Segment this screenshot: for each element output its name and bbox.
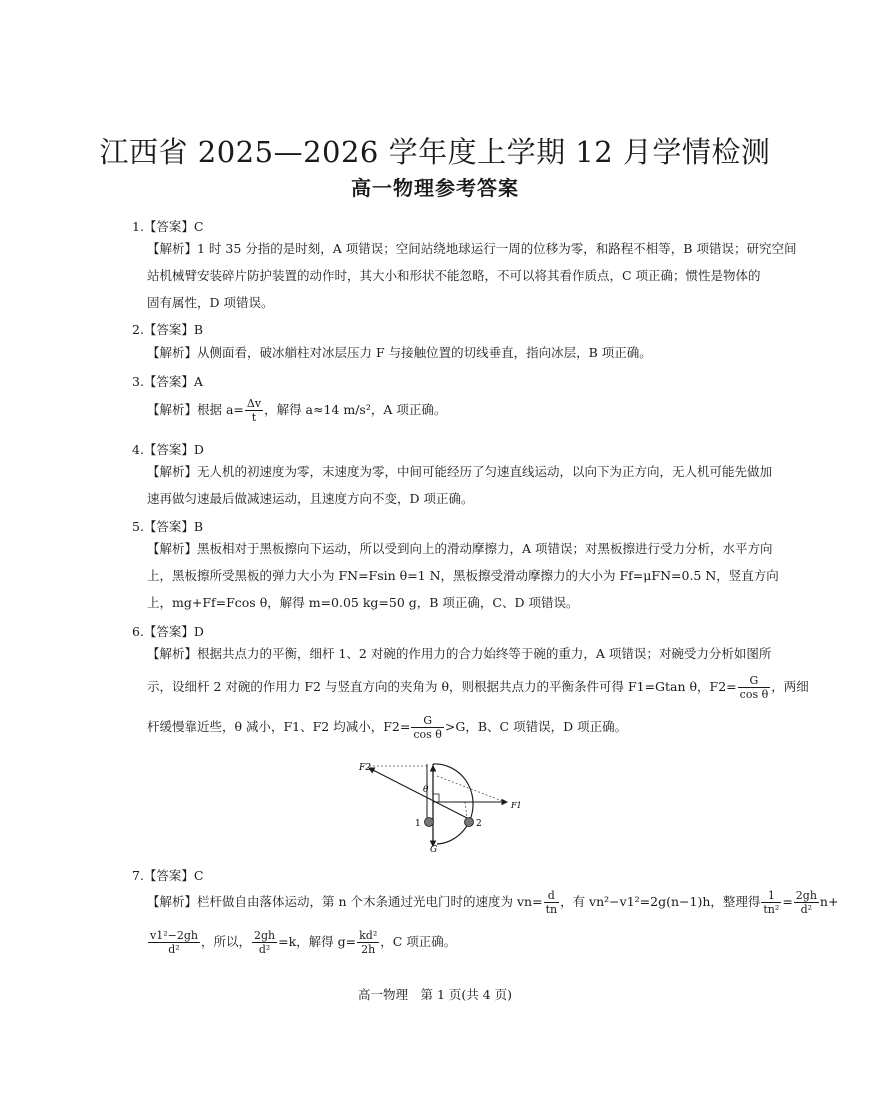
label-g: G bbox=[430, 845, 438, 854]
q7-line-1-eq: = bbox=[782, 894, 793, 909]
q7-frac1-num: d bbox=[544, 889, 560, 903]
q6-frac1-num: G bbox=[738, 674, 771, 688]
q6-fraction-1 bbox=[738, 674, 771, 701]
q6-line-2-pre: 示，设细杆 2 对碗的作用力 F2 与竖直方向的夹角为 θ，则根据共点力的平衡条件可得 F1=Gtan θ，F2= bbox=[147, 679, 737, 694]
q3-fraction bbox=[245, 397, 263, 424]
page-title: 江西省 2025—2026 学年度上学期 12 月学情检测 bbox=[99, 135, 771, 169]
q3-frac-den: t bbox=[251, 411, 257, 424]
dotted-line-diagonal bbox=[437, 776, 505, 802]
q1-answer: 1.【答案】C bbox=[132, 219, 204, 234]
q1-line-3: 固有属性，D 项错误。 bbox=[147, 295, 274, 310]
label-f1: F1 bbox=[511, 801, 522, 810]
force-f2-arrow bbox=[369, 768, 467, 818]
q7-answer: 7.【答案】C bbox=[132, 868, 204, 883]
q7-frac1-den: tn bbox=[545, 903, 558, 916]
q7-frac2-num: 1 bbox=[761, 889, 781, 903]
q4-line-1: 【解析】无人机的初速度为零，末速度为零，中间可能经历了匀速直线运动，以向下为正方向，无人机可能先做加 bbox=[147, 464, 773, 479]
q6-frac1-den: cos θ bbox=[739, 688, 769, 701]
q5-line-2: 上，黑板擦所受黑板的弹力大小为 FN=Fsin θ=1 N，黑板擦受滑动摩擦力的大小为 Ff=μFN=0.5 N，竖直方向 bbox=[147, 568, 779, 583]
q4-explanation bbox=[147, 458, 773, 512]
q2-answer: 2.【答案】B bbox=[132, 322, 204, 337]
q7-frac5-num: 2gh bbox=[253, 929, 276, 942]
q7-frac6-num: kd² bbox=[359, 929, 378, 942]
q6-frac2-num: G bbox=[411, 714, 444, 728]
q7-fraction-6 bbox=[357, 929, 379, 956]
q5-line-1: 【解析】黑板相对于黑板擦向下运动，所以受到向上的滑动摩擦力，A 项错误；对黑板擦进行受力分析，水平方向 bbox=[147, 541, 773, 556]
label-f2: F2 bbox=[359, 763, 371, 773]
q5-answer: 5.【答案】B bbox=[132, 519, 204, 534]
q6-line-3-pre: 杆缓慢靠近些，θ 减小，F1、F2 均减小，F2= bbox=[147, 719, 411, 734]
q1-line-1: 【解析】1 时 35 分指的是时刻，A 项错误；空间站绕地球运行一周的位移为零，和路程不相等，B 项错误；研究空间 bbox=[147, 241, 797, 256]
q6-line-1: 【解析】根据共点力的平衡，细杆 1、2 对碗的作用力的合力始终等于碗的重力，A 项错误；对碗受力分析如图所 bbox=[147, 646, 772, 661]
q7-fraction-1 bbox=[544, 889, 560, 916]
rod-1-circle bbox=[425, 818, 434, 827]
dotted-line-short bbox=[465, 802, 467, 818]
label-rod-1: 1 bbox=[415, 819, 421, 829]
q6-explanation bbox=[147, 640, 809, 741]
q7-explanation bbox=[147, 888, 839, 956]
q3-line-1 bbox=[147, 396, 747, 424]
q4-line-2: 速再做匀速最后做减速运动，且速度方向不变，D 项正确。 bbox=[147, 491, 474, 506]
q7-frac5-den: d² bbox=[258, 943, 271, 956]
q3-explanation bbox=[147, 396, 747, 424]
page-subtitle: 高一物理参考答案 bbox=[351, 176, 519, 200]
q3-frac-num: Δv bbox=[246, 397, 262, 410]
q3-answer: 3.【答案】A bbox=[132, 374, 203, 389]
q6-frac2-den: cos θ bbox=[413, 728, 442, 741]
q7-line-1-mid: ，有 vn²−v1²=2g(n−1)h，整理得 bbox=[560, 894, 761, 909]
force-diagram bbox=[355, 756, 535, 854]
q7-frac4-den: d² bbox=[168, 943, 180, 956]
rod-2-circle bbox=[465, 818, 474, 827]
q7-line-2 bbox=[147, 928, 747, 956]
q7-frac3-den: d² bbox=[800, 903, 813, 916]
q7-line-2-post: ，C 项正确。 bbox=[380, 934, 457, 949]
q2-explanation bbox=[147, 339, 747, 366]
q7-line-2-mid2: =k，解得 g= bbox=[278, 934, 357, 949]
label-rod-2: 2 bbox=[476, 819, 482, 829]
label-theta: θ bbox=[423, 785, 429, 795]
q6-line-3-post: >G，B、C 项错误，D 项正确。 bbox=[444, 719, 628, 734]
q3-text-pre: 【解析】根据 a= bbox=[147, 402, 244, 417]
q7-frac6-den: 2h bbox=[361, 943, 376, 956]
q7-fraction-4 bbox=[148, 929, 200, 956]
q7-line-1 bbox=[147, 888, 839, 916]
q7-frac3-num: 2gh bbox=[795, 889, 817, 902]
q1-explanation bbox=[147, 235, 797, 316]
q6-line-2 bbox=[147, 673, 809, 701]
q7-frac4-num: v1²−2gh bbox=[150, 929, 198, 942]
q4-answer: 4.【答案】D bbox=[132, 442, 204, 457]
q7-fraction-5 bbox=[252, 929, 277, 956]
q5-explanation bbox=[147, 535, 779, 616]
q5-line-3: 上，mg+Ff=Fcos θ，解得 m=0.05 kg=50 g，B 项正确，C、D 项错误。 bbox=[147, 595, 579, 610]
q6-fraction-2 bbox=[411, 714, 444, 741]
q6-line-2-post: ，两细 bbox=[771, 679, 809, 694]
q2-line-1: 【解析】从侧面看，破冰艏柱对冰层压力 F 与接触位置的切线垂直，指向冰层，B 项正确。 bbox=[147, 345, 652, 360]
q6-answer: 6.【答案】D bbox=[132, 624, 204, 639]
q6-line-3 bbox=[147, 713, 747, 741]
q3-text-post: ，解得 a≈14 m/s²，A 项正确。 bbox=[264, 402, 447, 417]
q7-line-1-pre: 【解析】栏杆做自由落体运动，第 n 个木条通过光电门时的速度为 vn= bbox=[147, 894, 543, 909]
q7-line-2-mid: ，所以， bbox=[200, 934, 251, 949]
q7-line-1-post: n+ bbox=[819, 894, 839, 909]
q7-fraction-2 bbox=[761, 889, 781, 916]
q7-fraction-3 bbox=[794, 889, 819, 916]
page-footer: 高一物理 第 1 页(共 4 页) bbox=[357, 987, 513, 1002]
q7-frac2-den: tn² bbox=[763, 903, 780, 916]
q1-line-2: 站机械臂安装碎片防护装置的动作时，其大小和形状不能忽略，不可以将其看作质点，C 项正确；惯性是物体的 bbox=[147, 268, 761, 283]
